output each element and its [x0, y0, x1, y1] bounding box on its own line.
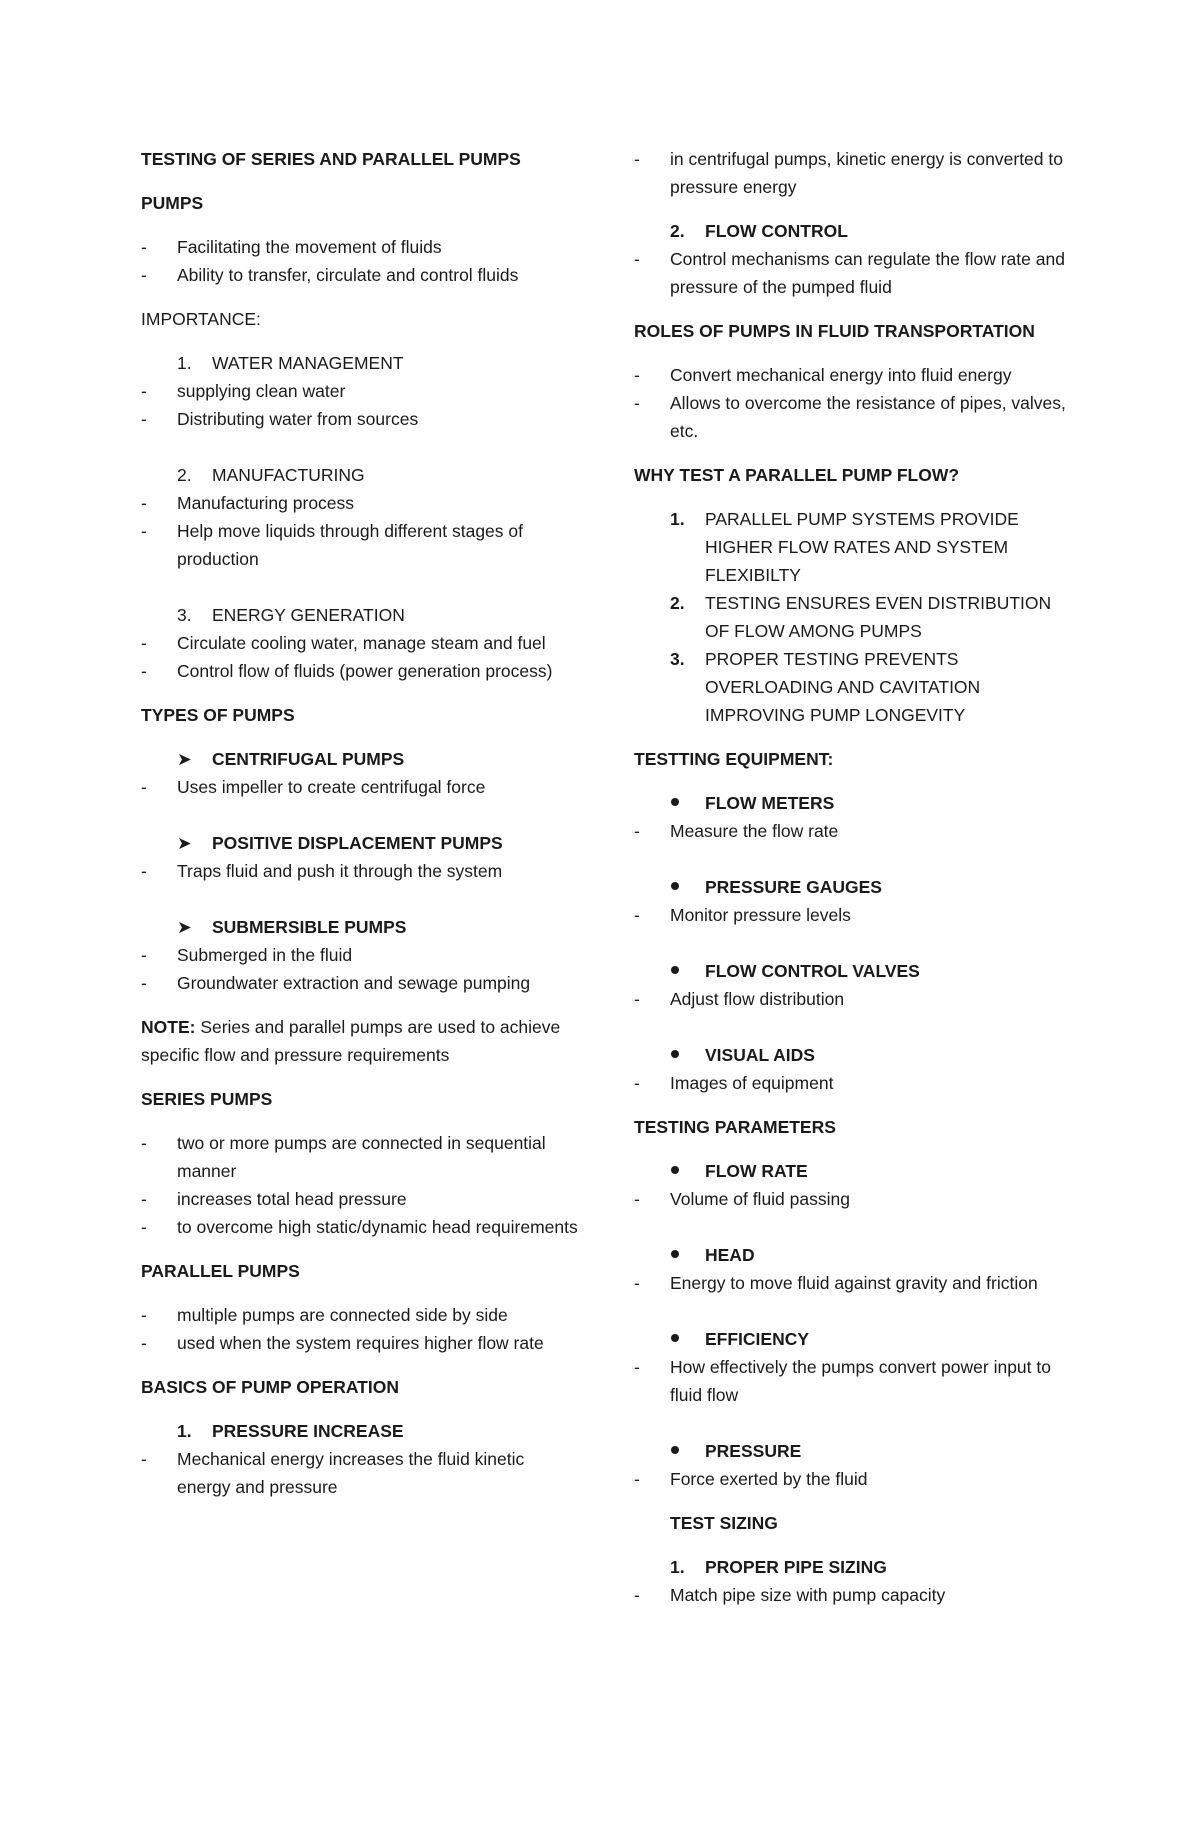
- sizing-heading: TEST SIZING: [670, 1513, 778, 1533]
- list-item: - Control flow of fluids (power generation process): [141, 661, 553, 681]
- list-item: - Measure the flow rate: [634, 821, 839, 841]
- numbered-heading: 2. MANUFACTURING: [177, 465, 365, 485]
- bullet-heading: PRESSURE: [634, 1437, 1074, 1465]
- bullet-heading: FLOW RATE: [634, 1157, 1074, 1185]
- numbered-heading: 1. WATER MANAGEMENT: [177, 353, 404, 373]
- bullet-heading: PRESSURE GAUGES: [634, 873, 1074, 901]
- bullet-icon: [671, 1446, 679, 1454]
- list-item: - Help move liquids through different stages of production: [141, 521, 523, 569]
- arrow-heading: ➤ POSITIVE DISPLACEMENT PUMPS: [141, 829, 581, 857]
- bullet-icon: [671, 1334, 679, 1342]
- numbered-heading: 3. ENERGY GENERATION: [177, 605, 405, 625]
- arrow-heading: ➤ CENTRIFUGAL PUMPS: [141, 745, 581, 773]
- pumps-heading: PUMPS: [141, 193, 204, 213]
- list-item: - Uses impeller to create centrifugal force: [141, 777, 486, 797]
- numbered-item: 3. PROPER TESTING PREVENTS OVERLOADING AND CAVITATION IMPROVING PUMP LONGEVITY: [670, 649, 981, 725]
- parameters-heading: TESTING PARAMETERS: [634, 1117, 836, 1137]
- list-item: - Energy to move fluid against gravity and friction: [634, 1273, 1038, 1293]
- list-item: - Match pipe size with pump capacity: [634, 1585, 946, 1605]
- list-item: - Control mechanisms can regulate the flow rate and pressure of the pumped fluid: [634, 249, 1065, 297]
- types-heading: TYPES OF PUMPS: [141, 705, 295, 725]
- list-item: - Submerged in the fluid: [141, 945, 353, 965]
- note-paragraph: NOTE: Series and parallel pumps are used to achieve specific flow and pressure requirements: [141, 1017, 561, 1065]
- list-item: - Convert mechanical energy into fluid energy: [634, 365, 1012, 385]
- bullet-heading: FLOW CONTROL VALVES: [634, 957, 1074, 985]
- list-item: - Ability to transfer, circulate and control fluids: [141, 265, 519, 285]
- basics-heading: BASICS OF PUMP OPERATION: [141, 1377, 399, 1397]
- list-item: - Traps fluid and push it through the system: [141, 861, 503, 881]
- left-column: [141, 145, 581, 1501]
- list-item: - used when the system requires higher flow rate: [141, 1333, 544, 1353]
- list-item: - Manufacturing process: [141, 493, 355, 513]
- numbered-heading: 1. PROPER PIPE SIZING: [670, 1557, 887, 1577]
- numbered-item: 2. TESTING ENSURES EVEN DISTRIBUTION OF FLOW AMONG PUMPS: [670, 593, 1052, 641]
- bullet-icon: [671, 1050, 679, 1058]
- list-item: - multiple pumps are connected side by side: [141, 1305, 508, 1325]
- list-item: - Groundwater extraction and sewage pumping: [141, 973, 531, 993]
- list-item: - Monitor pressure levels: [634, 905, 851, 925]
- list-item: - Images of equipment: [634, 1073, 834, 1093]
- bullet-icon: [671, 1250, 679, 1258]
- list-item: - Force exerted by the fluid: [634, 1469, 868, 1489]
- document-title: TESTING OF SERIES AND PARALLEL PUMPS: [141, 149, 521, 169]
- list-item: - in centrifugal pumps, kinetic energy is converted to pressure energy: [634, 149, 1063, 197]
- list-item: - Circulate cooling water, manage steam and fuel: [141, 633, 546, 653]
- bullet-icon: [671, 966, 679, 974]
- list-item: - Distributing water from sources: [141, 409, 419, 429]
- list-item: - supplying clean water: [141, 381, 346, 401]
- list-item: - increases total head pressure: [141, 1189, 407, 1209]
- numbered-item: 1. PARALLEL PUMP SYSTEMS PROVIDE HIGHER FLOW RATES AND SYSTEM FLEXIBILTY: [670, 509, 1019, 585]
- arrow-icon: ➤: [177, 833, 192, 853]
- equipment-heading: TESTTING EQUIPMENT:: [634, 749, 834, 769]
- list-item: - How effectively the pumps convert power input to fluid flow: [634, 1357, 1051, 1405]
- arrow-icon: ➤: [177, 917, 192, 937]
- right-column: [634, 145, 1074, 1609]
- list-item: - Facilitating the movement of fluids: [141, 237, 442, 257]
- bullet-icon: [671, 1166, 679, 1174]
- list-item: - Mechanical energy increases the fluid kinetic energy and pressure: [141, 1449, 525, 1497]
- list-item: - Volume of fluid passing: [634, 1189, 850, 1209]
- importance-heading: IMPORTANCE:: [141, 309, 261, 329]
- list-item: - Adjust flow distribution: [634, 989, 845, 1009]
- numbered-heading: 2. FLOW CONTROL: [670, 221, 848, 241]
- list-item: - to overcome high static/dynamic head requirements: [141, 1217, 578, 1237]
- numbered-heading: 1. PRESSURE INCREASE: [177, 1421, 404, 1441]
- bullet-heading: EFFICIENCY: [634, 1325, 1074, 1353]
- bullet-heading: HEAD: [634, 1241, 1074, 1269]
- list-item: - Allows to overcome the resistance of pipes, valves, etc.: [634, 393, 1066, 441]
- arrow-icon: ➤: [177, 749, 192, 769]
- parallel-heading: PARALLEL PUMPS: [141, 1261, 300, 1281]
- series-heading: SERIES PUMPS: [141, 1089, 273, 1109]
- bullet-icon: [671, 798, 679, 806]
- list-item: - two or more pumps are connected in sequential manner: [141, 1133, 546, 1181]
- arrow-heading: ➤ SUBMERSIBLE PUMPS: [141, 913, 581, 941]
- bullet-icon: [671, 882, 679, 890]
- bullet-heading: VISUAL AIDS: [634, 1041, 1074, 1069]
- why-heading: WHY TEST A PARALLEL PUMP FLOW?: [634, 465, 960, 485]
- bullet-heading: FLOW METERS: [634, 789, 1074, 817]
- roles-heading: ROLES OF PUMPS IN FLUID TRANSPORTATION: [634, 321, 1035, 341]
